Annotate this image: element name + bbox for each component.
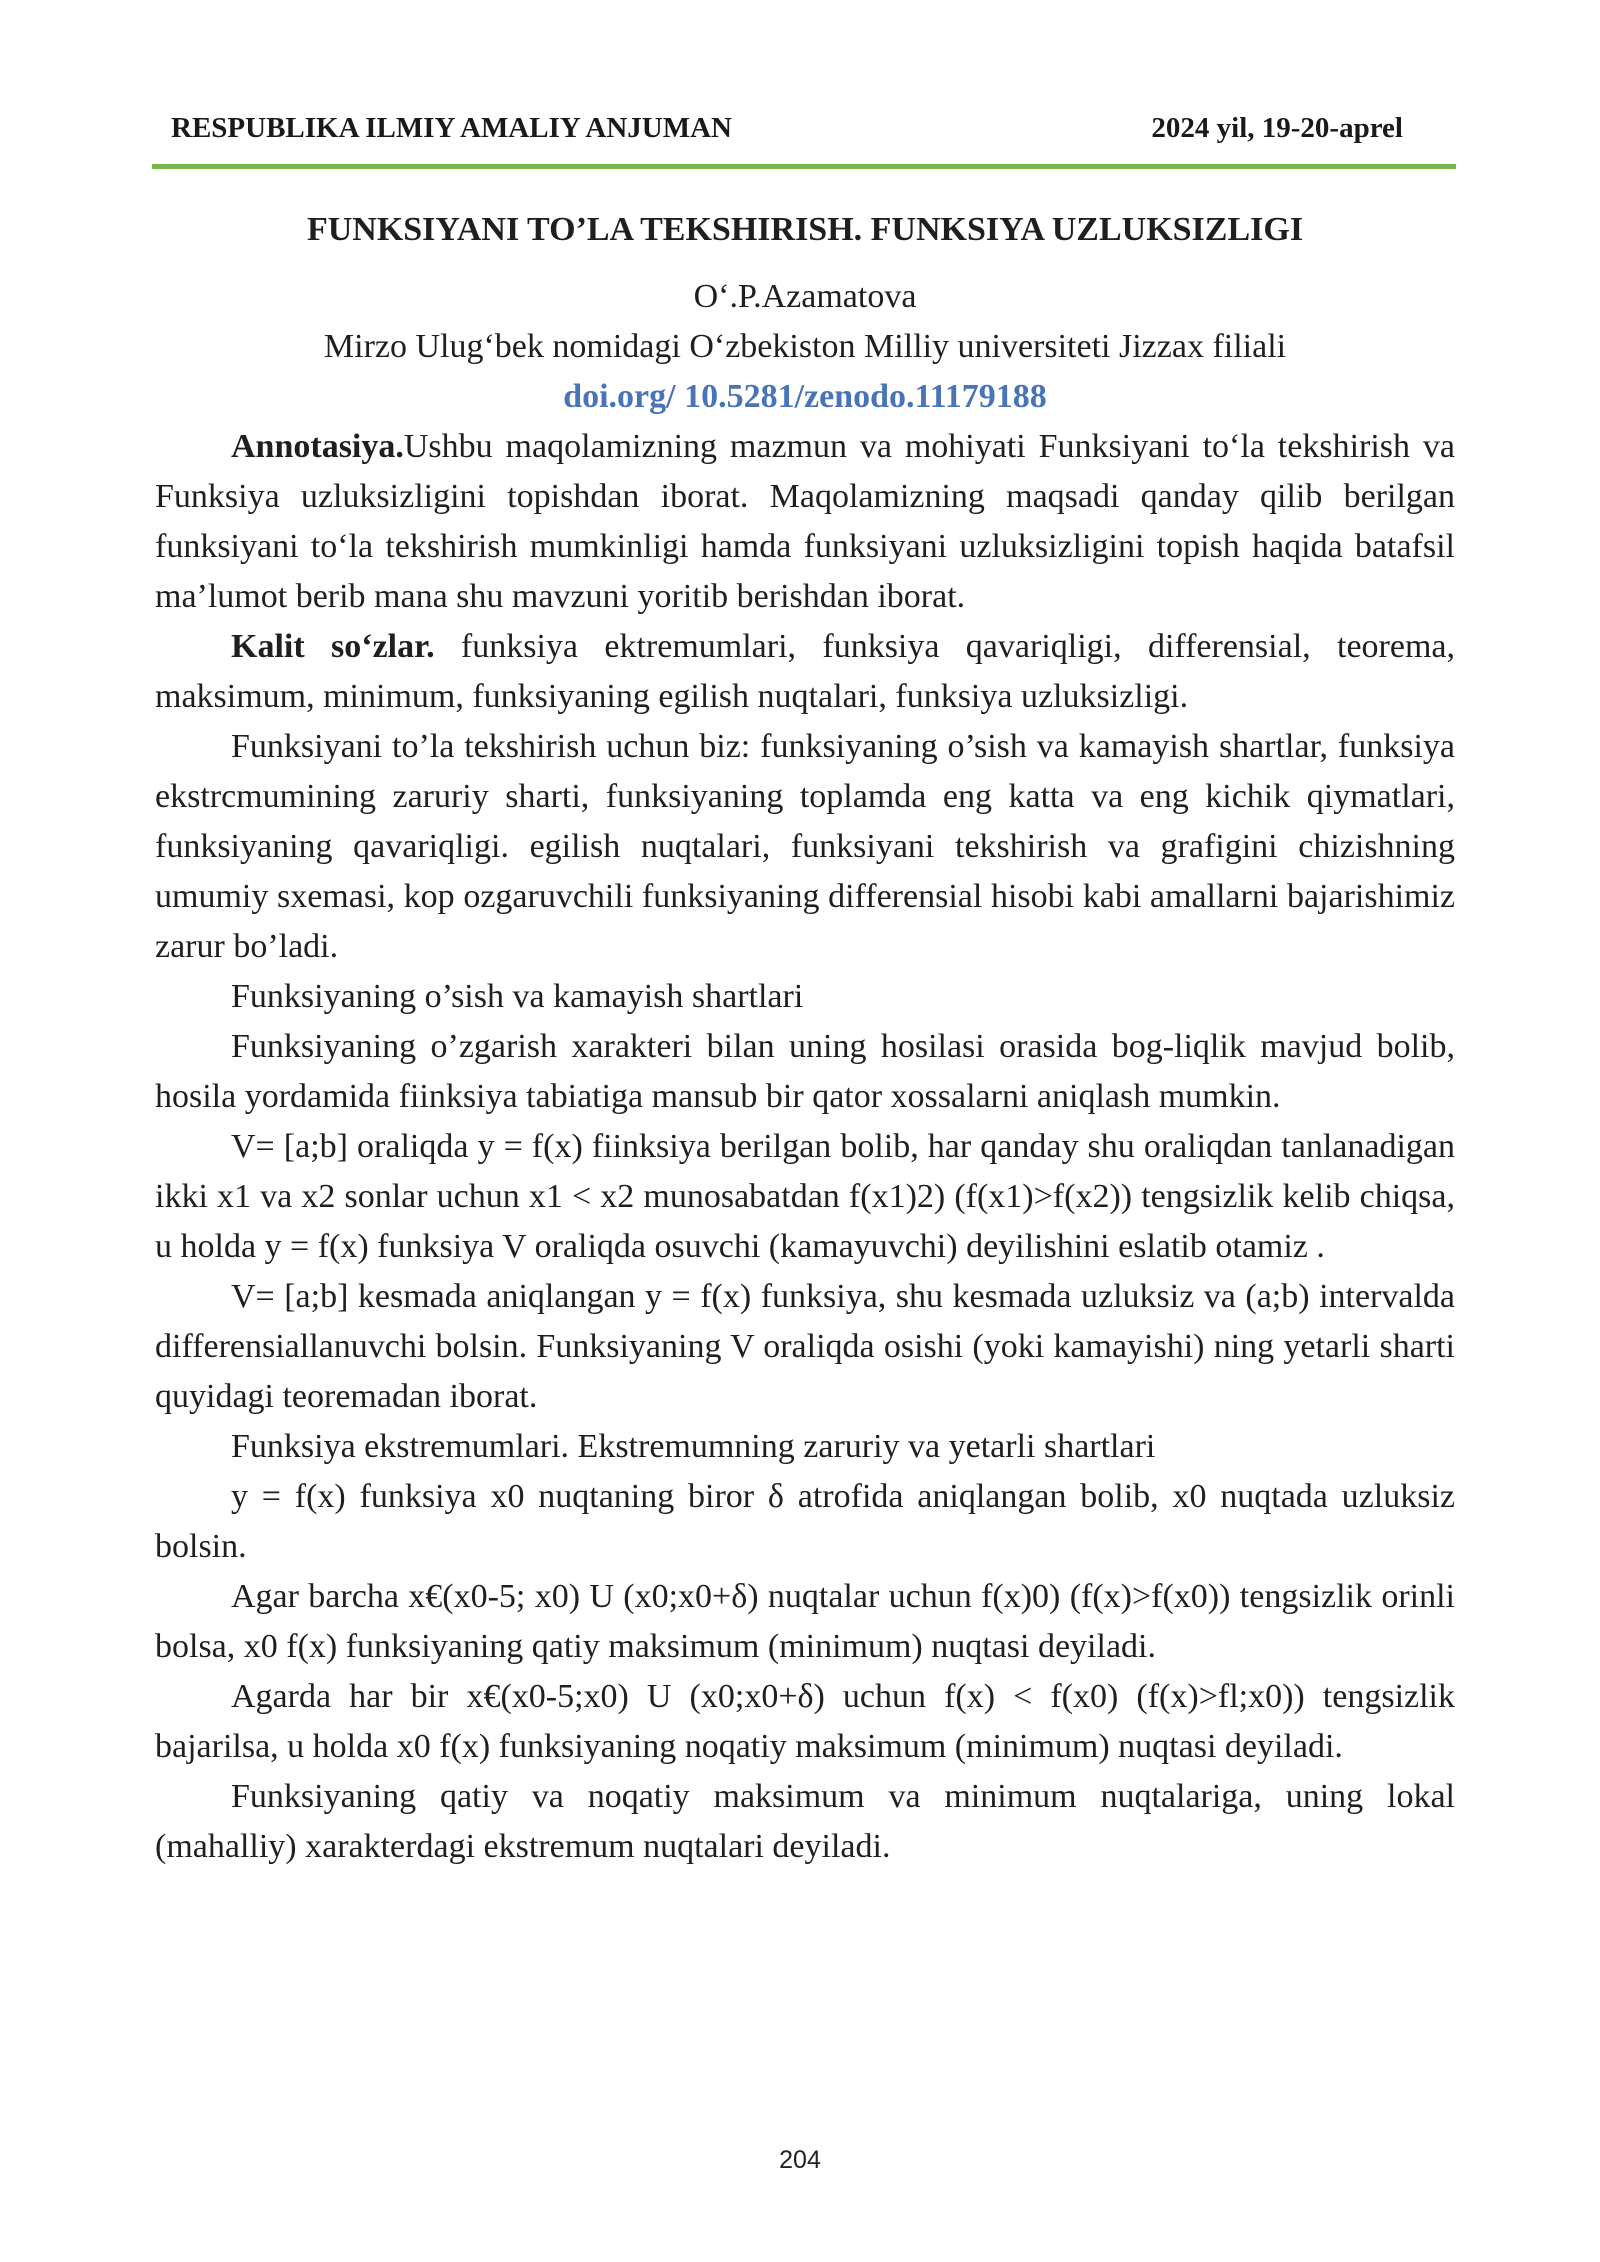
abstract-text: Ushbu maqolamizning mazmun va mohiyati Funksiyani to‘la tekshirish va Funksiya uzluksizligini topishdan iborat. Maqolamizning maqsadi qanday qilib berilgan funksiyani to‘la tekshirish mumkinligi hamda funksiyani uzluksizligini topish haqida batafsil ma’lumot berib mana shu mavzuni yoritib berishdan iborat. xyxy=(155,428,1455,615)
body-paragraph-strict: Agar barcha x€(x0-5; x0) U (x0;x0+δ) nuqtalar uchun f(x)0) (f(x)>f(x0)) tengsizlik orinli bolsa, x0 f(x) funksiyaning qatiy maksimum (minimum) nuqtasi deyiladi. xyxy=(155,1578,1455,1665)
body-paragraph-local: Funksiyaning qatiy va noqatiy maksimum va minimum nuqtalariga, uning lokal (mahalliy) xarakterdagi ekstremum nuqtalari deyiladi. xyxy=(155,1778,1455,1865)
header-rule xyxy=(152,164,1456,169)
conference-name: RESPUBLIKA ILMIY AMALIY ANJUMAN xyxy=(171,112,732,144)
abstract-paragraph xyxy=(155,422,1455,622)
body-paragraph-monotonic: V= [a;b] oraliqda y = f(x) fiinksiya berilgan bolib, har qanday shu oraliqdan tanlanadigan ikki x1 va x2 sonlar uchun x1 < x2 munosabatdan f(x1)2) (f(x1)>f(x2)) tengsizlik kelib chiqsa, u holda y = f(x) funksiya V oraliqda osuvchi (kamayuvchi) deyilishini eslatib otamiz . xyxy=(155,1128,1455,1265)
section-heading-growth: Funksiyaning o’sish va kamayish shartlari xyxy=(231,978,804,1015)
section-heading-extremum: Funksiya ekstremumlari. Ekstremumning zaruriy va yetarli shartlari xyxy=(231,1428,1156,1465)
doi-link[interactable]: doi.org/ 10.5281/zenodo.11179188 xyxy=(563,378,1047,415)
body-paragraph-sufficient: V= [a;b] kesmada aniqlangan y = f(x) funksiya, shu kesmada uzluksiz va (a;b) intervalda differensiallanuvchi bolsin. Funksiyaning V oraliqda osishi (yoki kamayishi) ning yetarli sharti quyidagi teoremadan iborat. xyxy=(155,1278,1455,1415)
keywords-paragraph xyxy=(155,622,1455,722)
author-name: O‘.P.Azamatova xyxy=(693,278,917,315)
abstract-label: Annotasiya. xyxy=(231,428,404,465)
keywords-text: funksiya ektremumlari, funksiya qavariqligi, differensial, teorema, maksimum, minimum, funksiyaning egilish nuqtalari, funksiya uzluksizligi. xyxy=(155,628,1455,715)
body-paragraph-derivative: Funksiyaning o’zgarish xarakteri bilan uning hosilasi orasida bog-liqlik mavjud bolib, hosila yordamida fiinksiya tabiatiga mansub bir qator xossalarni aniqlash mumkin. xyxy=(155,1028,1455,1115)
body-paragraph-neighborhood: y = f(x) funksiya x0 nuqtaning biror δ atrofida aniqlangan bolib, x0 nuqtada uzluksiz bolsin. xyxy=(155,1478,1455,1565)
article-title: FUNKSIYANI TO’LA TEKSHIRISH. FUNKSIYA UZLUKSIZLIGI xyxy=(306,211,1304,248)
conference-date: 2024 yil, 19-20-aprel xyxy=(1151,112,1403,144)
running-header xyxy=(155,108,1455,158)
body-paragraph-nonstrict: Agarda har bir x€(x0-5;x0) U (x0;x0+δ) uchun f(x) < f(x0) (f(x)>fl;x0)) tengsizlik bajarilsa, u holda x0 f(x) funksiyaning noqatiy maksimum (minimum) nuqtasi deyiladi. xyxy=(155,1678,1455,1765)
author-affiliation: Mirzo Ulug‘bek nomidagi O‘zbekiston Milliy universiteti Jizzax filiali xyxy=(323,328,1287,365)
body-paragraph-intro: Funksiyani to’la tekshirish uchun biz: funksiyaning o’sish va kamayish shartlar, funksiya ekstrcmumining zaruriy sharti, funksiyaning toplamda eng katta va eng kichik qiymatlari, funksiyaning qavariqligi. egilish nuqtalari, funksiyani tekshirish va grafigini chizishning umumiy sxemasi, kop ozgaruvchili funksiyaning differensial hisobi kabi amallarni bajarishimiz zarur bo’ladi. xyxy=(155,728,1455,965)
keywords-label: Kalit so‘zlar. xyxy=(231,628,435,665)
page-number: 204 xyxy=(779,2146,821,2174)
article-body xyxy=(155,205,1455,1872)
